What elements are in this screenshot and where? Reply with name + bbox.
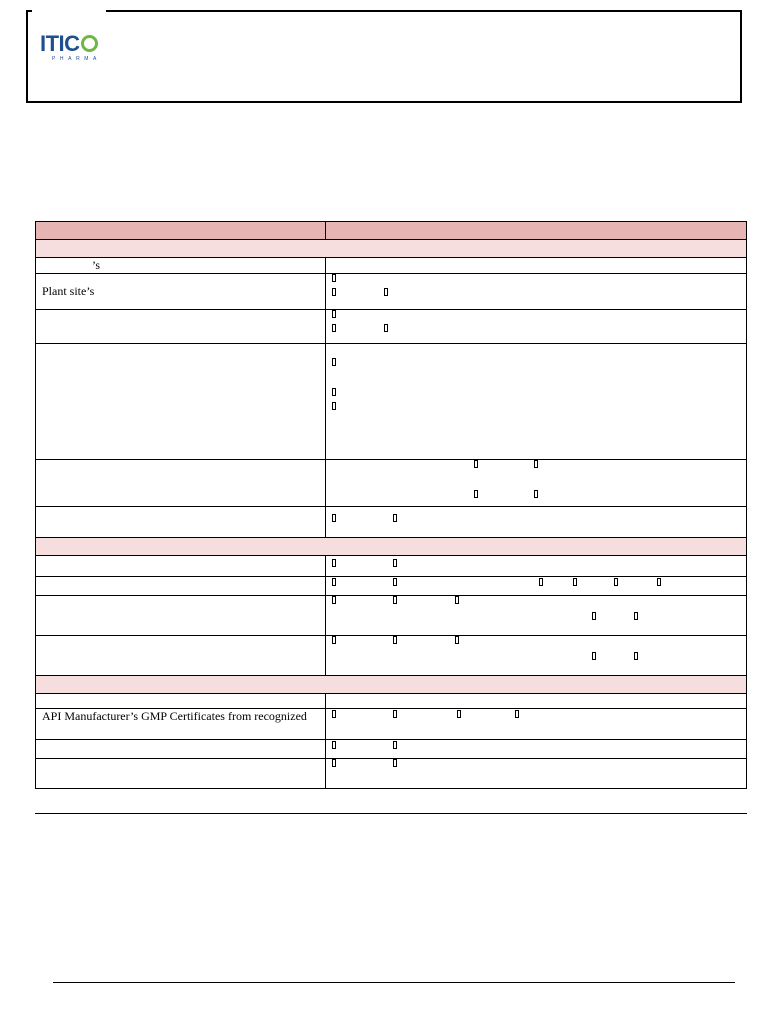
checkbox-icon[interactable] xyxy=(534,490,538,498)
company-logo xyxy=(40,33,110,65)
logo-text: ITIC xyxy=(40,31,80,56)
table-row xyxy=(36,694,747,709)
table-row xyxy=(36,577,747,596)
checkbox-icon[interactable] xyxy=(332,596,336,604)
header-tab xyxy=(32,9,106,12)
checkbox-icon[interactable] xyxy=(384,288,388,296)
table-row xyxy=(36,740,747,759)
checkbox-icon[interactable] xyxy=(515,710,519,718)
checkbox-icon[interactable] xyxy=(332,741,336,749)
checkbox-icon[interactable] xyxy=(393,514,397,522)
checkbox-icon[interactable] xyxy=(332,388,336,396)
row-label: API Manufacturer’s GMP Certificates from recognized xyxy=(42,709,307,723)
checkbox-icon[interactable] xyxy=(534,460,538,468)
table-row xyxy=(36,759,747,789)
checkbox-icon[interactable] xyxy=(332,402,336,410)
checkbox-icon[interactable] xyxy=(573,578,577,586)
table-row xyxy=(36,258,747,274)
checkbox-icon[interactable] xyxy=(539,578,543,586)
checkbox-icon[interactable] xyxy=(393,578,397,586)
header-box xyxy=(26,10,742,103)
checkbox-icon[interactable] xyxy=(332,710,336,718)
checkbox-icon[interactable] xyxy=(634,612,638,620)
checkbox-icon[interactable] xyxy=(332,324,336,332)
table-row xyxy=(36,709,747,740)
checkbox-icon[interactable] xyxy=(393,759,397,767)
checkbox-icon[interactable] xyxy=(393,710,397,718)
table-header-row xyxy=(36,222,747,240)
table-row xyxy=(36,274,747,310)
table-row xyxy=(36,636,747,676)
checkbox-icon[interactable] xyxy=(393,559,397,567)
row-label: ’s xyxy=(92,258,101,272)
checkbox-icon[interactable] xyxy=(455,596,459,604)
checkbox-icon[interactable] xyxy=(592,652,596,660)
checkbox-icon[interactable] xyxy=(332,559,336,567)
checkbox-icon[interactable] xyxy=(474,460,478,468)
checkbox-icon[interactable] xyxy=(634,652,638,660)
checkbox-icon[interactable] xyxy=(332,274,336,282)
checkbox-icon[interactable] xyxy=(332,636,336,644)
checkbox-icon[interactable] xyxy=(457,710,461,718)
divider xyxy=(35,813,747,814)
checkbox-icon[interactable] xyxy=(332,578,336,586)
table-row xyxy=(36,507,747,538)
checkbox-icon[interactable] xyxy=(332,759,336,767)
checkbox-icon[interactable] xyxy=(332,288,336,296)
checkbox-icon[interactable] xyxy=(384,324,388,332)
checkbox-icon[interactable] xyxy=(393,741,397,749)
questionnaire-table xyxy=(35,221,747,789)
logo-subtitle: PHARMA xyxy=(52,56,101,62)
section-row xyxy=(36,538,747,556)
footer-divider xyxy=(53,982,735,983)
checkbox-icon[interactable] xyxy=(393,636,397,644)
checkbox-icon[interactable] xyxy=(332,514,336,522)
table-row xyxy=(36,556,747,577)
checkbox-icon[interactable] xyxy=(474,490,478,498)
table-row xyxy=(36,460,747,507)
section-row xyxy=(36,676,747,694)
checkbox-icon[interactable] xyxy=(332,310,336,318)
table-row xyxy=(36,596,747,636)
table-row xyxy=(36,344,747,460)
checkbox-icon[interactable] xyxy=(332,358,336,366)
checkbox-icon[interactable] xyxy=(614,578,618,586)
checkbox-icon[interactable] xyxy=(393,596,397,604)
checkbox-icon[interactable] xyxy=(657,578,661,586)
checkbox-icon[interactable] xyxy=(455,636,459,644)
logo-o-icon xyxy=(81,35,98,52)
table-row xyxy=(36,310,747,344)
row-label: Plant site’s xyxy=(42,284,95,298)
section-row xyxy=(36,240,747,258)
checkbox-icon[interactable] xyxy=(592,612,596,620)
